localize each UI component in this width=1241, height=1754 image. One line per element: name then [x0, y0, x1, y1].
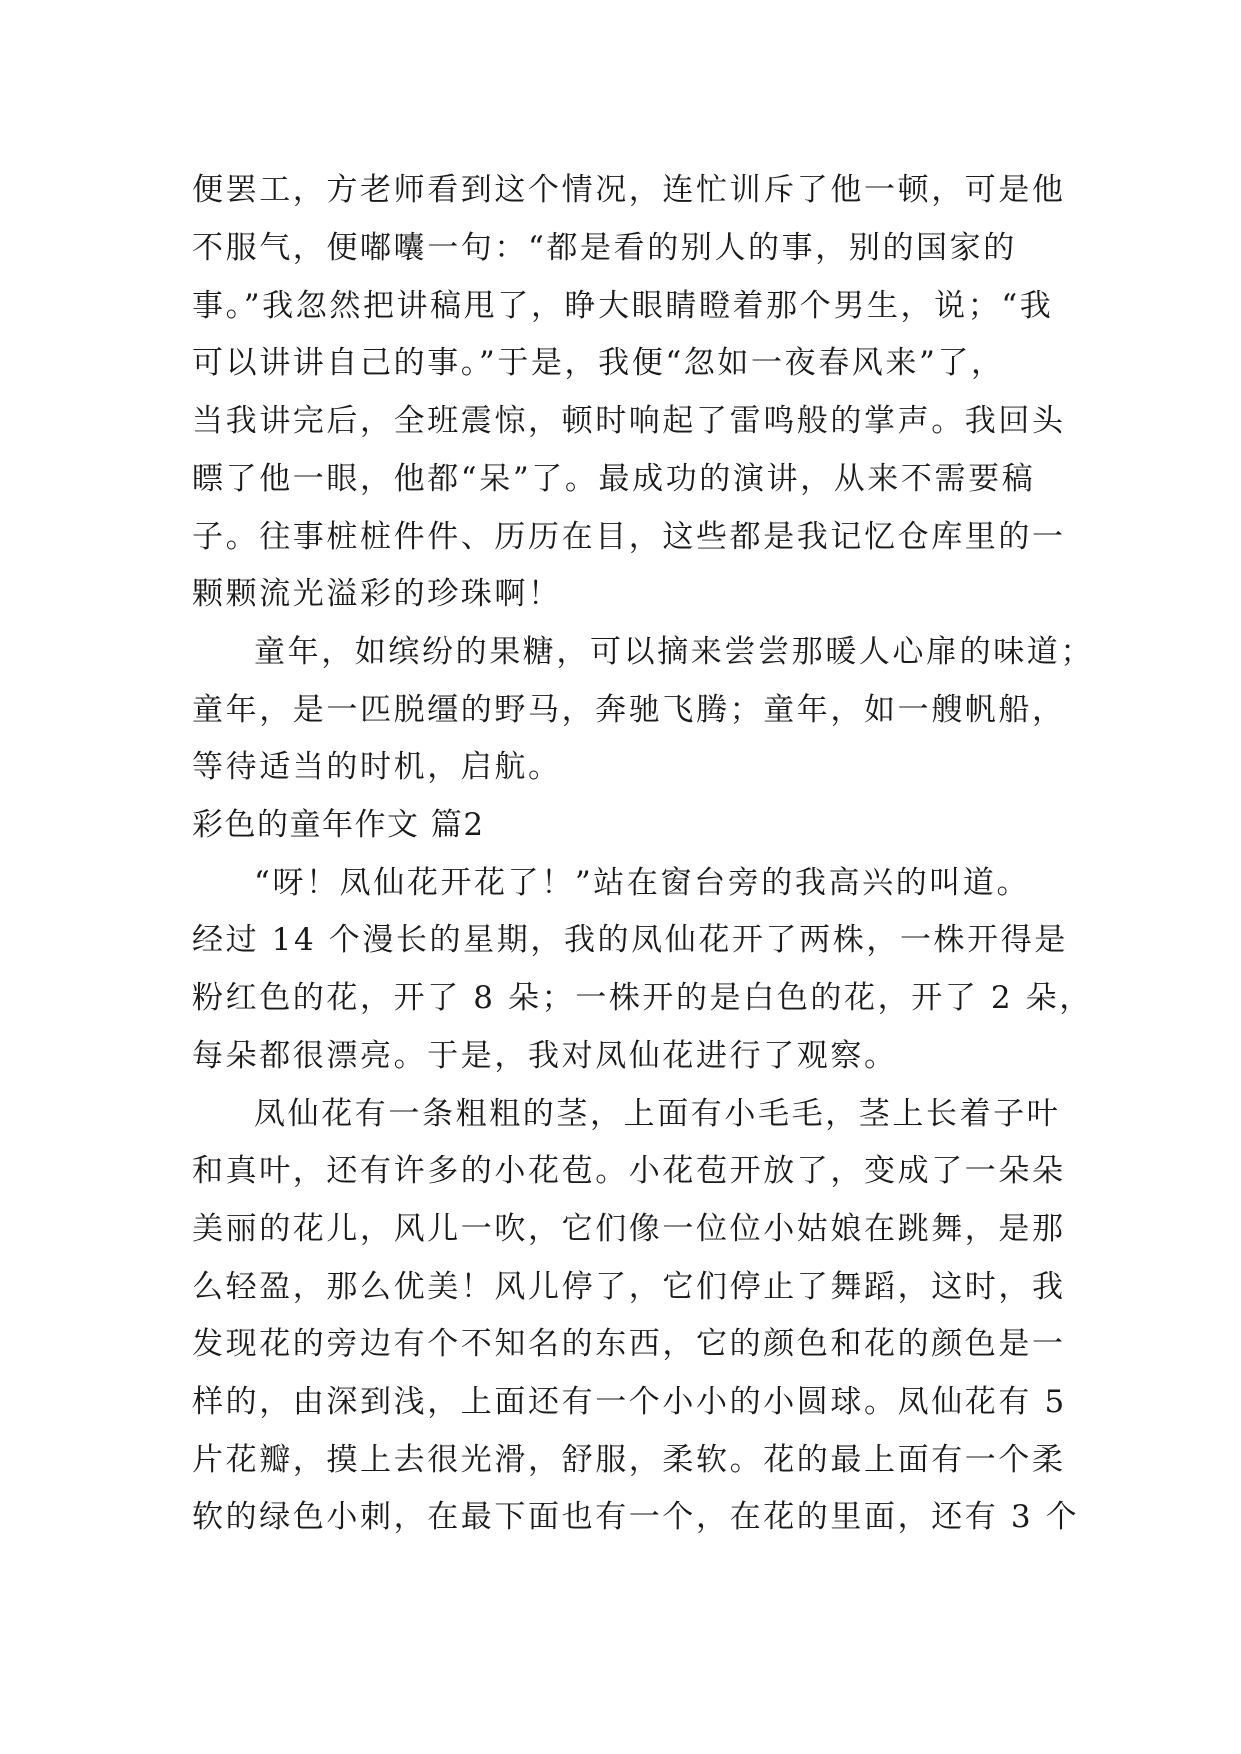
- text-line: 发现花的旁边有个不知名的东西，它的颜色和花的颜色是一: [192, 1326, 1066, 1362]
- text-line: 童年，是一匹脱缰的野马，奔驰飞腾；童年，如一艘帆船，: [192, 692, 1066, 728]
- paragraph-first-line: “呀！凤仙花开花了！”站在窗台旁的我高兴的叫道。: [254, 865, 1031, 901]
- text-line: 每朵都很漂亮。于是，我对凤仙花进行了观察。: [192, 1038, 898, 1074]
- paragraph-first-line: 凤仙花有一条粗粗的茎，上面有小毛毛，茎上长着子叶: [254, 1096, 1061, 1132]
- text-line: 和真叶，还有许多的小花苞。小花苞开放了，变成了一朵朵: [192, 1153, 1066, 1189]
- text-line: 粉红色的花，开了 8 朵；一株开的是白色的花，开了 2 朵，: [192, 980, 1093, 1016]
- text-line: 美丽的花儿，风儿一吹，它们像一位位小姑娘在跳舞，是那: [192, 1211, 1066, 1247]
- text-line: 片花瓣，摸上去很光滑，舒服，柔软。花的最上面有一个柔: [192, 1442, 1066, 1478]
- text-line: 不服气，便嘟囔一句：“都是看的别人的事，别的国家的: [192, 230, 1017, 266]
- text-line: 软的绿色小刺，在最下面也有一个，在花的里面，还有 3 个: [192, 1499, 1080, 1535]
- text-line: 经过 14 个漫长的星期，我的凤仙花开了两株，一株开得是: [192, 922, 1068, 958]
- paragraph-first-line: 童年，如缤纷的果糖，可以摘来尝尝那暖人心扉的味道；: [254, 634, 1094, 670]
- text-line: 等待适当的时机，启航。: [192, 749, 562, 785]
- text-line: 么轻盈，那么优美！风儿停了，它们停止了舞蹈，这时，我: [192, 1269, 1066, 1305]
- text-line: 当我讲完后，全班震惊，顿时响起了雷鸣般的掌声。我回头: [192, 403, 1066, 439]
- section-heading: 彩色的童年作文 篇2: [192, 807, 485, 843]
- text-line: 样的，由深到浅，上面还有一个小小的小圆球。凤仙花有 5: [192, 1384, 1067, 1420]
- text-line: 可以讲讲自己的事。”于是，我便“忽如一夜春风来”了，: [192, 345, 1005, 381]
- text-line: 子。往事桩桩件件、历历在目，这些都是我记忆仓库里的一: [192, 519, 1066, 555]
- text-line: 瞟了他一眼，他都“呆”了。最成功的演讲，从来不需要稿: [192, 461, 1036, 497]
- text-line: 事。”我忽然把讲稿甩了，睁大眼睛瞪着那个男生，说；“我: [192, 288, 1054, 324]
- text-line: 颗颗流光溢彩的珍珠啊！: [192, 576, 562, 612]
- text-line: 便罢工，方老师看到这个情况，连忙训斥了他一顿，可是他: [192, 172, 1066, 208]
